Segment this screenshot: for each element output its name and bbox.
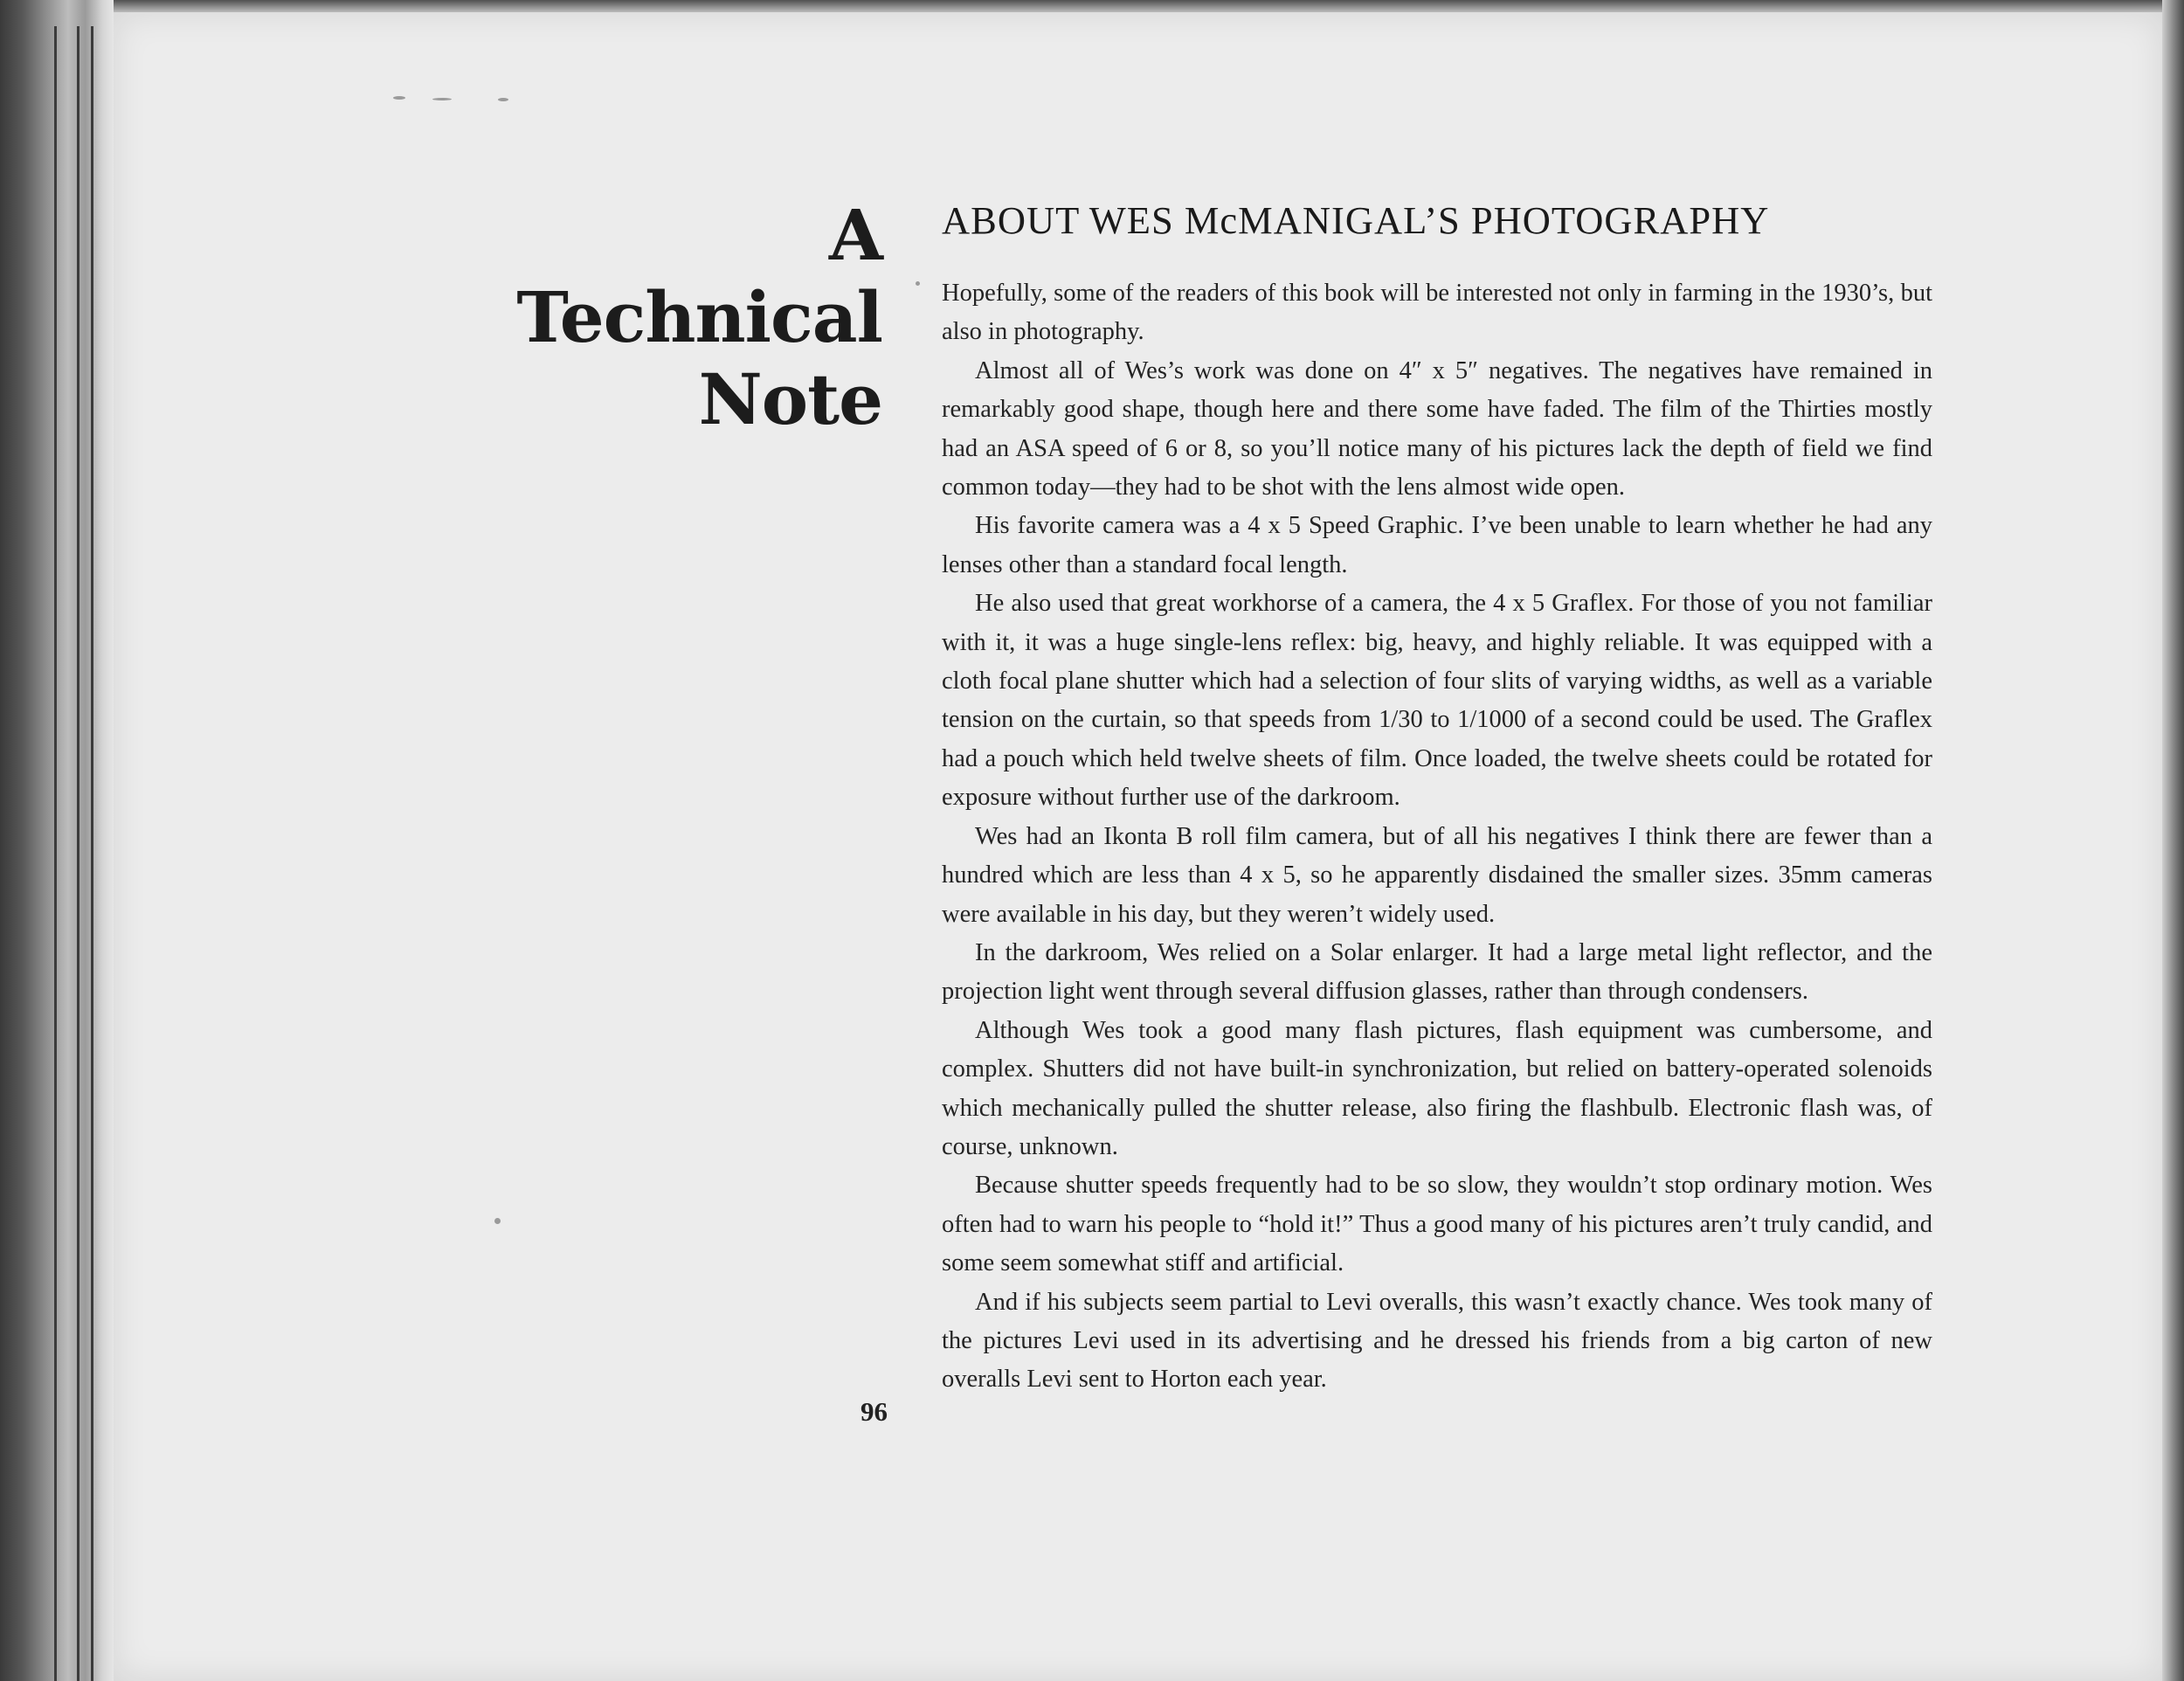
paper-speck	[432, 98, 452, 100]
binding-edge-line	[54, 26, 57, 1681]
paper-speck	[498, 98, 508, 101]
chapter-title-line: A	[828, 194, 882, 276]
chapter-title	[516, 194, 882, 440]
paragraph: He also used that great workhorse of a camera, the 4 x 5 Graflex. For those of you not familiar with it, it was a huge single-lens reflex: big, heavy, and highly reliable. It was equipped with a cloth focal plane shutter which had a selection of four slits of varying widths, as well as a variable tension on the curtain, so that speeds from 1/30 to 1/1000 of a second could be used. The Graflex had a pouch which held twelve sheets of film. Once loaded, the twelve sheets could be rotated for exposure without further use of the darkroom.	[942, 590, 1932, 812]
paper-speck	[916, 281, 920, 286]
chapter-title-line: Technical	[516, 276, 882, 358]
paper-speck	[393, 96, 405, 100]
paragraph: Because shutter speeds frequently had to be so slow, they wouldn’t stop ordinary motion. Wes often had to warn his people to “hold it!” Thus a good many of his pictures aren’t truly candid, and some seem somewhat stiff and artificial.	[942, 1172, 1932, 1277]
paper-speck	[494, 1218, 501, 1224]
paragraph: In the darkroom, Wes relied on a Solar enlarger. It had a large metal light reflector, and the projection light went through several diffusion glasses, rather than through condensers.	[942, 938, 1932, 1006]
page-number: 96	[860, 1396, 888, 1427]
paragraph: Wes had an Ikonta B roll film camera, but of all his negatives I think there are fewer than a hundred which are less than 4 x 5, so he apparently disdained the smaller sizes. 35mm cameras were available in his day, but they weren’t widely used.	[942, 822, 1932, 928]
paragraph: Hopefully, some of the readers of this book will be interested not only in farming in the 1930’s, but also in photography.	[942, 280, 1932, 346]
binding-edge-line	[91, 26, 93, 1681]
chapter-title-line: Note	[698, 358, 882, 440]
paragraph: And if his subjects seem partial to Levi overalls, this wasn’t exactly chance. Wes took many of the pictures Levi used in its advertising and he dressed his friends from a big carton of new overalls Levi sent to Horton each year.	[942, 1288, 1932, 1394]
book-binding	[0, 0, 114, 1681]
paragraph: Although Wes took a good many flash pictures, flash equipment was cumbersome, and complex. Shutters did not have built-in synchronization, but relied on battery-operated solenoids which mechanically pulled the shutter release, also firing the flashbulb. Electronic flash was, of course, unknown.	[942, 1016, 1932, 1160]
paragraph: Almost all of Wes’s work was done on 4″ x 5″ negatives. The negatives have remained in remarkably good shape, though here and there some have faded. The film of the Thirties mostly had an ASA speed of 6 or 8, so you’ll notice many of his pictures lack the depth of field we find common today—they had to be shot with the lens almost wide open.	[942, 356, 1932, 502]
binding-edge-line	[77, 26, 79, 1681]
paragraph: His favorite camera was a 4 x 5 Speed Graphic. I’ve been unable to learn whether he had any lenses other than a standard focal length.	[942, 512, 1932, 578]
section-heading: ABOUT WES McMANIGAL’S PHOTOGRAPHY	[942, 198, 1770, 242]
article-body	[942, 274, 1932, 1400]
page-right-edge	[2162, 0, 2184, 1681]
page-top-edge	[114, 0, 2162, 12]
